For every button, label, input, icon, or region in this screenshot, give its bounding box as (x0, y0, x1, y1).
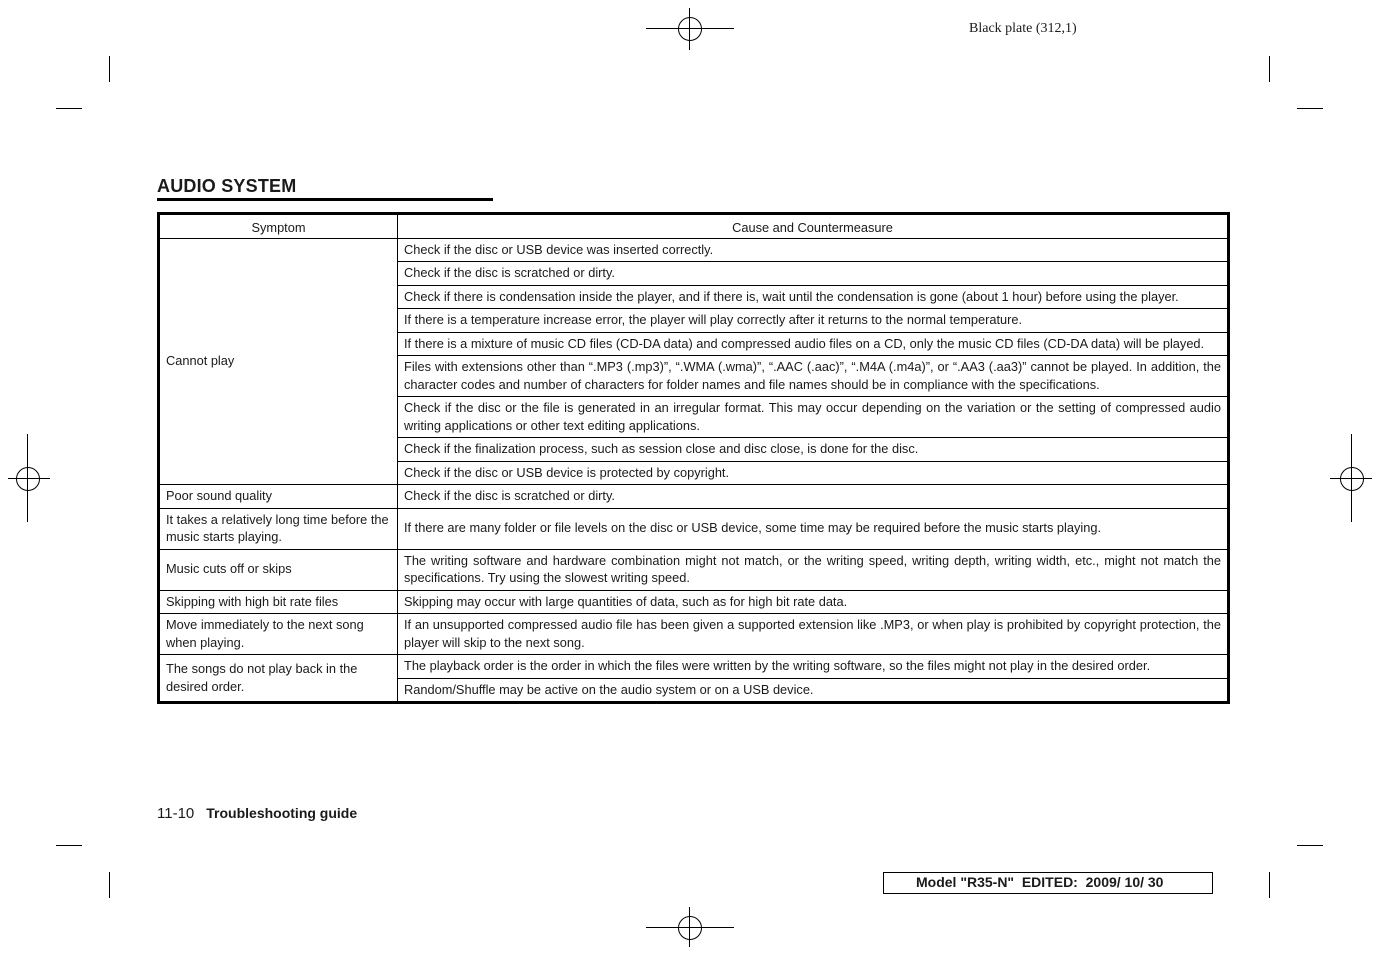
troubleshooting-table (157, 212, 1230, 704)
table-row (159, 485, 1229, 509)
table-row (159, 655, 1229, 679)
cause-cell: Check if the disc or the file is generated in an irregular format. This may occur depending on the variation or the setting of compressed audio writing applications or other text editing applications. (398, 397, 1229, 438)
symptom-cell: Move immediately to the next song when playing. (159, 614, 398, 655)
cause-cell: Check if there is condensation inside the player, and if there is, wait until the condensation is gone (about 1 hour) before using the player. (398, 285, 1229, 309)
cause-cell: If there is a temperature increase error, the player will play correctly after it returns to the normal temperature. (398, 309, 1229, 333)
table-row (159, 238, 1229, 262)
cause-cell: Skipping may occur with large quantities of data, such as for high bit rate data. (398, 590, 1229, 614)
table-row (159, 590, 1229, 614)
model-edited-box: Model "R35-N" EDITED: 2009/ 10/ 30 (883, 872, 1213, 894)
cause-cell: The writing software and hardware combination might not match, or the writing speed, writing depth, writing width, etc., might not match the specifications. Try using the slowest writing speed. (398, 549, 1229, 590)
cause-cell: If there are many folder or file levels on the disc or USB device, some time may be required before the music starts playing. (398, 508, 1229, 549)
symptom-cell: Skipping with high bit rate files (159, 590, 398, 614)
table-row (159, 508, 1229, 549)
symptom-cell: Poor sound quality (159, 485, 398, 509)
page-number: 11-10 (157, 805, 195, 822)
symptom-cell: It takes a relatively long time before the music starts playing. (159, 508, 398, 549)
cause-cell: If there is a mixture of music CD files (CD-DA data) and compressed audio files on a CD, only the music CD files (CD-DA data) will be played. (398, 332, 1229, 356)
page-footer (157, 805, 357, 822)
cause-cell: Check if the disc or USB device was inserted correctly. (398, 238, 1229, 262)
cause-cell: Check if the disc or USB device is protected by copyright. (398, 461, 1229, 485)
symptom-cell: Music cuts off or skips (159, 549, 398, 590)
table-header-row (159, 214, 1229, 239)
cause-cell: The playback order is the order in which the files were written by the writing software, so the files might not play in the desired order. (398, 655, 1229, 679)
table-row (159, 549, 1229, 590)
header-symptom: Symptom (159, 214, 398, 239)
cause-cell: If an unsupported compressed audio file has been given a supported extension like .MP3, or when play is prohibited by copyright protection, the player will skip to the next song. (398, 614, 1229, 655)
cause-cell: Check if the disc is scratched or dirty. (398, 485, 1229, 509)
symptom-cell: Cannot play (159, 238, 398, 485)
plate-label: Black plate (312,1) (969, 21, 1077, 36)
section-title: AUDIO SYSTEM (157, 176, 297, 196)
section-title-underline (157, 198, 493, 201)
cause-cell: Random/Shuffle may be active on the audio system or on a USB device. (398, 678, 1229, 703)
header-cause: Cause and Countermeasure (398, 214, 1229, 239)
chapter-title: Troubleshooting guide (206, 805, 358, 821)
cause-cell: Files with extensions other than “.MP3 (.mp3)”, “.WMA (.wma)”, “.AAC (.aac)”, “.M4A (.m4a)”, or “.AA3 (.aa3)” cannot be played. In addition, the character codes and number of characters for folder names and file names should be in compliance with the specifications. (398, 356, 1229, 397)
cause-cell: Check if the finalization process, such as session close and disc close, is done for the disc. (398, 438, 1229, 462)
symptom-cell: The songs do not play back in the desired order. (159, 655, 398, 703)
cause-cell: Check if the disc is scratched or dirty. (398, 262, 1229, 286)
table-row (159, 614, 1229, 655)
